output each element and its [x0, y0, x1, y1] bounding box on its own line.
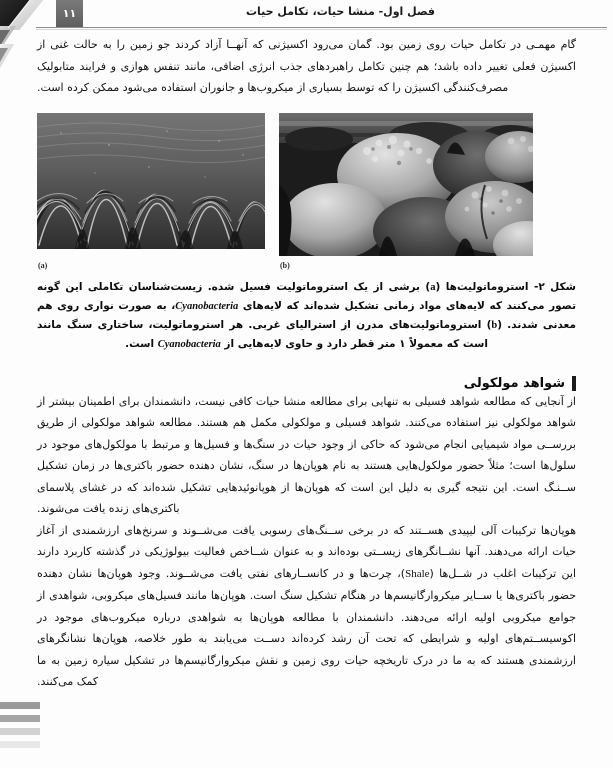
header-divider-line [36, 27, 607, 28]
intro-paragraph: گام مهمـی در تکامل حیات روی زمین بود. گمان می‌رود اکسیژنی که آنهــا آزاد کردند جو زمین را به حالت غنی از اکسیژن فعلی تغییر داده باشد؛ هم چنین تکامل راهبردهای جذب انرژی اضافی، مانند تنفس هوازی و فرایند متابولیک مصرف‌کنندگی اکسیژن را که توسط بسیاری از میکروب‌ها و جانوران استفاده می‌شود ممکن کرده است. [37, 38, 576, 94]
stromatolite-cross-section-photo [37, 113, 265, 249]
caption-part-1: شکل ۲- استروماتولیت‌ها ( [435, 280, 576, 293]
footer-bar-1 [0, 702, 40, 709]
figure-2-images [37, 113, 576, 270]
page-content [37, 34, 576, 693]
caption-part-4: ) استروماتولیت‌های مدرن از استرالیای غربی. هر استروماتولیت، ساختاری سنگ مانند است که معمولاً ۱ متر قطر دارد و حاوی لایه‌هایی از [37, 318, 492, 350]
figure-item-a [37, 113, 265, 270]
caption-tag-a: a [430, 281, 436, 293]
caption-part-3: ، به صورت نواری روی هم معدنی شدند. ( [37, 299, 576, 331]
footer-bar-2 [0, 715, 40, 722]
footer-bar-3 [0, 728, 40, 735]
caption-part-2: ) برشی از یک استروماتولیت فسیل شده. زیست‌شناسان تکاملی این گونه تصور می‌کنند که لایه‌های مواد زمانی تشکیل شده‌اند که لایه‌های [37, 280, 577, 312]
heading-accent-bar-icon [572, 376, 576, 391]
figure-item-b [279, 113, 533, 270]
footer-decoration-bars [0, 702, 40, 754]
page-header [0, 0, 613, 27]
figure-label-a: (a) [38, 260, 48, 270]
caption-term-cyanobacteria-1: Cyanobacteria [175, 300, 239, 312]
caption-term-cyanobacteria-2: Cyanobacteria [157, 338, 221, 350]
header-divider-line-shadow [36, 29, 607, 30]
caption-tag-b: b [491, 319, 498, 331]
modern-stromatolite-photo [279, 113, 533, 256]
page-number-badge: ۱۱ [56, 0, 83, 27]
section-heading-molecular-evidence [37, 376, 576, 391]
caption-part-5: است. [125, 337, 158, 350]
footer-bar-4 [0, 741, 40, 748]
hopanes-text-part-2: )، چرت‌ها و در کانســارهای نفتی یافت می‌شــوند. وجود هوپان‌ها نشان دهنده حضور باکتری‌ها یا ســایر میکروارگانیسم‌ها در هنگام تشکیل سنگ است. هوپان‌ها مانند فسیل‌های میکروبی، شواهدی از جوامع میکروبی اولیه ارائه می‌دهند. دانشمندان با مطالعه هوپان‌ها به شواهدی درباره میکروب‌های موجود در اکوسیســتم‌های اولیه و شرایطی که تحت آن رشد کرده‌اند دســت می‌یابند به طور خلاصه، هوپان‌ها نشانگرهای ارزشمندی هستند که به ما در درک تاریخچه حیات روی زمین و نقش میکروارگانیسم‌ها در تشکیل سیاره زمین به ما کمک می‌کنند. [37, 566, 576, 688]
section-heading-label: شواهد مولکولی [463, 375, 565, 391]
figure-label-b: (b) [280, 260, 290, 270]
molecular-evidence-paragraph-1: از آنجایی که مطالعه شواهد فسیلی به تنهایی برای مطالعه منشا حیات کافی نیست، دانشمندان برای اطمینان بیشتر از شواهد مولکولی نیز استفاده می‌کنند. شواهد فسیلی و مولکولی مکمل هم هستند. مطالعه شواهد مولکولی از طریق بررســی مواد شیمیایی انجام می‌شود که حاکی از وجود حیات در سنگ‌ها و فسیل‌ها و مرتبط با مولکول‌های موجود در سلول‌ها است؛ مثلاً حضور مولکول‌هایی هستند به نام هوپان‌ها در سنگ، نشان دهنده حضور باکتری‌ها در زمان تشکیل ســنـگ است. این نتیجه گیری به دلیل این است که هوپان‌ها از هوپانوئیدهایی تشکیل شده‌اند که در غشای پلاسمای باکتری‌های زنده یافت می‌شوند. [37, 394, 576, 515]
figure-caption [37, 278, 576, 354]
term-shale: Shale [405, 567, 430, 580]
hopanes-text-part-1: هوپان‌ها ترکیبات آلی لیپیدی هســتند که در برخی ســنگ‌های رسوبی یافت می‌شــوند و سرنخ‌های ارزشمندی از آغاز حیات ارائه می‌دهند. آنها نشــانگرهای زیســتی بوده‌اند و به عنوان شــاخص فعالیت بیولوژیکی در گذشته کاربرد دارند این ترکیبات اغلب در شــل‌ها ( [37, 523, 576, 580]
chapter-title: فصل اول- منشا حیات، تکامل حیات [245, 5, 435, 18]
molecular-evidence-paragraph-2 [37, 520, 576, 693]
